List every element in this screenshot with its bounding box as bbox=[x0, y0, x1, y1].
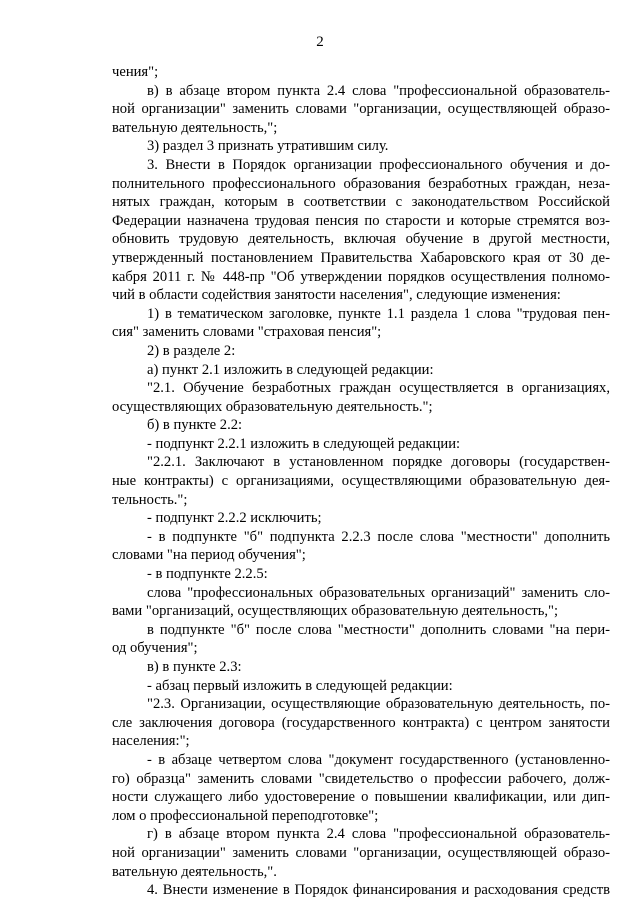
text-line: чения"; bbox=[112, 64, 159, 80]
text-line: населения:"; bbox=[112, 733, 190, 750]
text-line: 3) раздел 3 признать утратившим силу. bbox=[147, 138, 389, 155]
text-line: вательную деятельность,"; bbox=[112, 119, 278, 136]
text-line: утвержденный постановлением Правительства Хабаровского края от 30 де- bbox=[112, 249, 610, 266]
text-line: б) в пункте 2.2: bbox=[147, 417, 243, 434]
text-line: осуществляющих образовательную деятельность."; bbox=[112, 398, 433, 415]
text-line: - подпункт 2.2.2 исключить; bbox=[147, 510, 322, 527]
text-line: полнительного профессионального образования безработных граждан, неза- bbox=[112, 175, 610, 192]
text-line: - подпункт 2.2.1 изложить в следующей редакции: bbox=[147, 435, 461, 452]
text-line: в) в абзаце втором пункта 2.4 слова "профессиональной образователь- bbox=[147, 82, 610, 99]
text-line: "2.2.1. Заключают в установленном порядке договоры (государствен- bbox=[147, 454, 610, 471]
text-line: - в подпункте "б" подпункта 2.2.3 после слова "местности" дополнить bbox=[147, 528, 610, 545]
text-line: слова "профессиональных образовательных организаций" заменить сло- bbox=[147, 584, 610, 601]
text-line: сле заключения договора (государственного контракта) с центром занятости bbox=[112, 714, 610, 731]
document-body bbox=[112, 63, 610, 900]
text-line: лом о профессиональной переподготовке"; bbox=[112, 807, 379, 824]
text-line: обновить трудовую деятельность, включая обучение в другой местности, bbox=[112, 231, 610, 248]
text-line: ной организации" заменить словами "организации, осуществляющей образо- bbox=[112, 101, 610, 118]
text-line: словами "на период обучения"; bbox=[112, 547, 306, 564]
text-line: г) в абзаце втором пункта 2.4 слова "профессиональной образователь- bbox=[147, 826, 610, 843]
text-line: 2) в разделе 2: bbox=[147, 342, 236, 359]
text-line: вательную деятельность,". bbox=[112, 863, 277, 880]
text-line: ные контракты) с организациями, осуществляющими образовательную дея- bbox=[112, 473, 610, 490]
text-line: а) пункт 2.1 изложить в следующей редакции: bbox=[147, 361, 434, 378]
text-line: кабря 2011 г. № 448-пр "Об утверждении порядков осуществления полномо- bbox=[112, 268, 610, 285]
text-line: в) в пункте 2.3: bbox=[147, 659, 242, 675]
text-line: сия" заменить словами "страховая пенсия"; bbox=[112, 324, 382, 341]
text-line: нятых граждан, которым в соответствии с законодательством Российской bbox=[112, 194, 610, 211]
text-line: - в абзаце четвертом слова "документ государственного (установленно- bbox=[147, 751, 610, 768]
text-line: - в подпункте 2.2.5: bbox=[147, 566, 268, 583]
text-line: вами "организаций, осуществляющих образовательную деятельность,"; bbox=[112, 603, 559, 620]
page-number: 2 bbox=[316, 34, 324, 50]
text-line: Федерации назначена трудовая пенсия по старости и которые стремятся воз- bbox=[112, 212, 610, 229]
text-line: го) образца" заменить словами "свидетельство о профессии рабочего, долж- bbox=[112, 770, 610, 787]
text-line: "2.3. Организации, осуществляющие образовательную деятельность, по- bbox=[147, 696, 610, 713]
text-line: тельность."; bbox=[112, 491, 188, 508]
text-line: ной организации" заменить словами "организации, осуществляющей образо- bbox=[112, 844, 610, 861]
text-line: 1) в тематическом заголовке, пункте 1.1 раздела 1 слова "трудовая пен- bbox=[147, 305, 610, 322]
text-line: "2.1. Обучение безработных граждан осуществляется в организациях, bbox=[147, 380, 610, 397]
text-line: в подпункте "б" после слова "местности" дополнить словами "на пери- bbox=[147, 621, 610, 638]
text-line: од обучения"; bbox=[112, 640, 198, 657]
text-line: ности служащего либо удостоверение о повышении квалификации, или дип- bbox=[112, 789, 610, 806]
text-line: 4. Внести изменение в Порядок финансирования и расходования средств bbox=[147, 882, 610, 899]
text-line: 3. Внести в Порядок организации профессионального обучения и до- bbox=[147, 156, 610, 173]
text-line: - абзац первый изложить в следующей редакции: bbox=[147, 677, 453, 694]
text-line: чий в области содействия занятости населения", следующие изменения: bbox=[112, 287, 561, 304]
